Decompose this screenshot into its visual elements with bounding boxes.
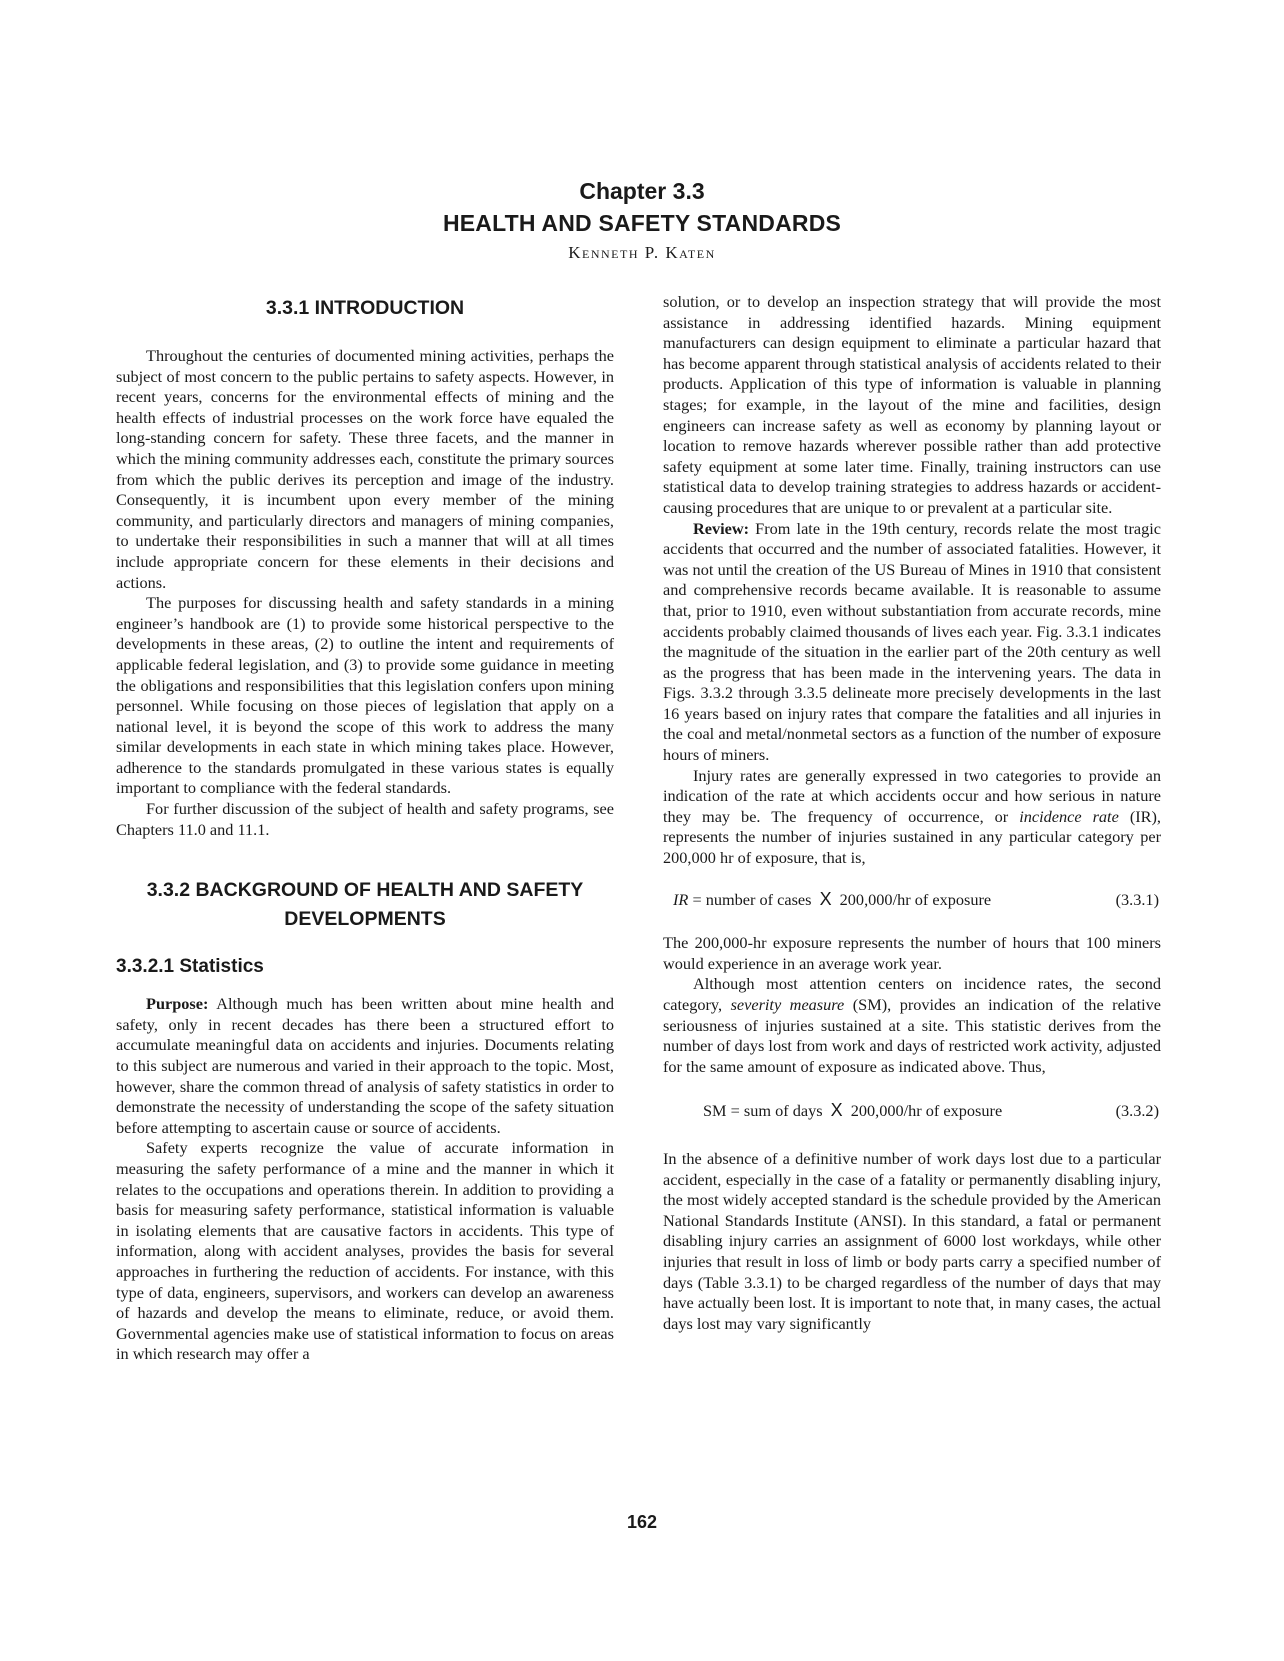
eq1-variable: IR <box>673 889 689 909</box>
experts-paragraph: Safety experts recognize the value of accurate information in measuring the safety performance of a mine and the manner in which it relates to the occupations and operations therein. In addition to providing a basis for measuring safety performance, statistical information is valuable in isolating elements that are causative factors in accidents. This type of information, along with accident analyses, provides the basis for several approaches in furthering the reduction of accidents. For instance, with this type of data, engineers, supervisors, and workers can develop an awareness of hazards and develop the means to eliminate, reduce, or avoid them. Governmental agencies make use of statistical information to focus on areas in which research may offer a <box>116 1138 614 1364</box>
purpose-label: Purpose: <box>146 994 209 1014</box>
eq1-number: (3.3.1) <box>1115 889 1159 909</box>
left-column <box>116 294 614 1365</box>
page-number: 162 <box>626 1512 658 1532</box>
chapter-header <box>0 176 1284 267</box>
severity-text-b: (SM), provides an indication of the relative seriousness of injuries sustained at a site. This statistic derives from the number of days lost from work and days of restricted work activity, adjusted for the same amount of exposure as indicated above. Thus, <box>663 995 1161 1076</box>
equation-3-3-2 <box>663 1100 1161 1122</box>
intro-paragraph-2: The purposes for discussing health and safety standards in a mining engineer’s handbook are (1) to provide some historical perspective to the developments in these areas, (2) to outline the intent and requirements of applicable federal legislation, and (3) to provide some guidance in meeting the obligations and responsibilities that this legislation confers upon mining personnel. While focusing on those pieces of legislation that apply on a national level, it is beyond the scope of this work to address the many similar developments in each state in which mining takes place. However, adherence to the standards promulgated in these various states is equally important to compliance with the federal standards. <box>116 593 614 798</box>
absence-paragraph: In the absence of a definitive number of work days lost due to a particular accident, especially in the case of a fatality or permanently disabling injury, the most widely accepted standard is the schedule provided by the American National Standards Institute (ANSI). In this standard, a fatal or permanent disabling injury carries an assignment of 6000 lost workdays, while other injuries that result in loss of limb or body parts carry a specified number of days (Table 3.3.1) to be charged regardless of the number of days that may have actually been lost. It is important to note that, in many cases, the actual days lost may vary significantly <box>663 1148 1161 1333</box>
author-name: Kenneth P. Katen <box>568 243 716 262</box>
statistics-heading: 3.3.2.1 Statistics <box>116 956 264 978</box>
eq2-text-a: SM = sum of days <box>703 1101 827 1121</box>
injury-rates-paragraph <box>663 766 1161 869</box>
eq2-text-b: 200,000/hr of exposure <box>846 1101 1003 1121</box>
purpose-text: Although much has been written about mine health and safety, only in recent decades has there been a structured effort to accumulate meaningful data on accidents and injuries. Documents relating to this subject are numerous and varied in their approach to the topic. Most, however, share the common thread of analysis of safety statistics in order to demonstrate the necessity of understanding the scope of the safety situation before attempting to ascertain cause or source of accidents. <box>116 994 614 1137</box>
right-column <box>663 292 1161 1334</box>
injury-text-a: Injury rates are generally expressed in two categories to provide an indication of the rate at which accidents occur and how serious in nature they may be. The frequency of occurrence, or <box>663 765 1161 826</box>
exposure-paragraph: The 200,000-hr exposure represents the number of hours that 100 miners would experience in an average work year. <box>663 933 1161 973</box>
eq2-number: (3.3.2) <box>1115 1101 1159 1121</box>
injury-text-b: (IR), represents the number of injuries sustained in any particular category per 200,000 hr of exposure, that is, <box>663 806 1162 868</box>
eq2-times-sign: X <box>830 1100 843 1121</box>
equation-3-3-1 <box>663 889 1161 911</box>
severity-measure-term: severity measure <box>730 995 845 1014</box>
intro-paragraph-3: For further discussion of the subject of health and safety programs, see Chapters 11.0 and 11.1. <box>116 799 614 839</box>
solution-paragraph: solution, or to develop an inspection strategy that will provide the most assistance in addressing identified hazards. Mining equipment manufacturers can design equipment to eliminate a particular hazard that has become apparent through statistical analysis of accidents related to their products. Application of this type of information is valuable in planning stages; for example, in the layout of the mine and facilities, design engineers can increase safety as well as economy by planning layout or location to remove hazards wherever possible rather than add protective safety equipment at some later time. Finally, training instructors can use statistical data to develop training strategies to address hazards or accident-causing procedures that are unique to or prevalent at a particular site. <box>663 292 1161 517</box>
review-paragraph <box>663 519 1161 766</box>
severity-text-a: Although most attention centers on incidence rates, the second category, <box>663 974 1161 1014</box>
purpose-paragraph <box>116 994 614 1138</box>
background-heading: 3.3.2 BACKGROUND OF HEALTH AND SAFETY DEVELOPMENTS <box>146 879 584 931</box>
eq1-text-a: = number of cases <box>688 889 816 909</box>
intro-paragraph-1: Throughout the centuries of documented mining activities, perhaps the subject of most concern to the public pertains to safety aspects. However, in recent years, concerns for the environmental effects of mining and the health effects of industrial processes on the work force have equaled the long-standing concern for safety. These three facets, and the manner in which the mining community addresses each, constitute the primary sources from which the public derives its perception and image of the industry. Consequently, it is incumbent upon every member of the mining community, and particularly directors and managers of mining companies, to undertake their responsibilities in such a manner that will at all times include appropriate concern for these elements in their decisions and actions. <box>116 346 614 592</box>
eq1-times-sign: X <box>819 888 832 909</box>
review-text: From late in the 19th century, records relate the most tragic accidents that occurred and the number of associated fatalities. However, it was not until the creation of the US Bureau of Mines in 1910 that consistent and comprehensive records became available. It is reasonable to assume that, prior to 1910, even without substantiation from accurate records, mine accidents probably claimed thousands of lives each year. Fig. 3.3.1 indicates the magnitude of the situation in the earlier part of the 20th century as well as the progress that has been made in the intervening years. The data in Figs. 3.3.2 through 3.3.5 delineate more precisely developments in the last 16 years based on injury rates that compare the fatalities and all injuries in the coal and metal/nonmetal sectors as a function of the number of exposure hours of miners. <box>663 518 1161 765</box>
chapter-title: HEALTH AND SAFETY STANDARDS <box>442 210 842 236</box>
severity-paragraph <box>663 974 1161 1077</box>
review-label: Review: <box>693 518 750 538</box>
chapter-number: Chapter 3.3 <box>579 178 705 204</box>
intro-heading: 3.3.1 INTRODUCTION <box>265 297 465 319</box>
incidence-rate-term: incidence rate <box>1019 806 1119 826</box>
eq1-text-b: 200,000/hr of exposure <box>835 889 992 909</box>
